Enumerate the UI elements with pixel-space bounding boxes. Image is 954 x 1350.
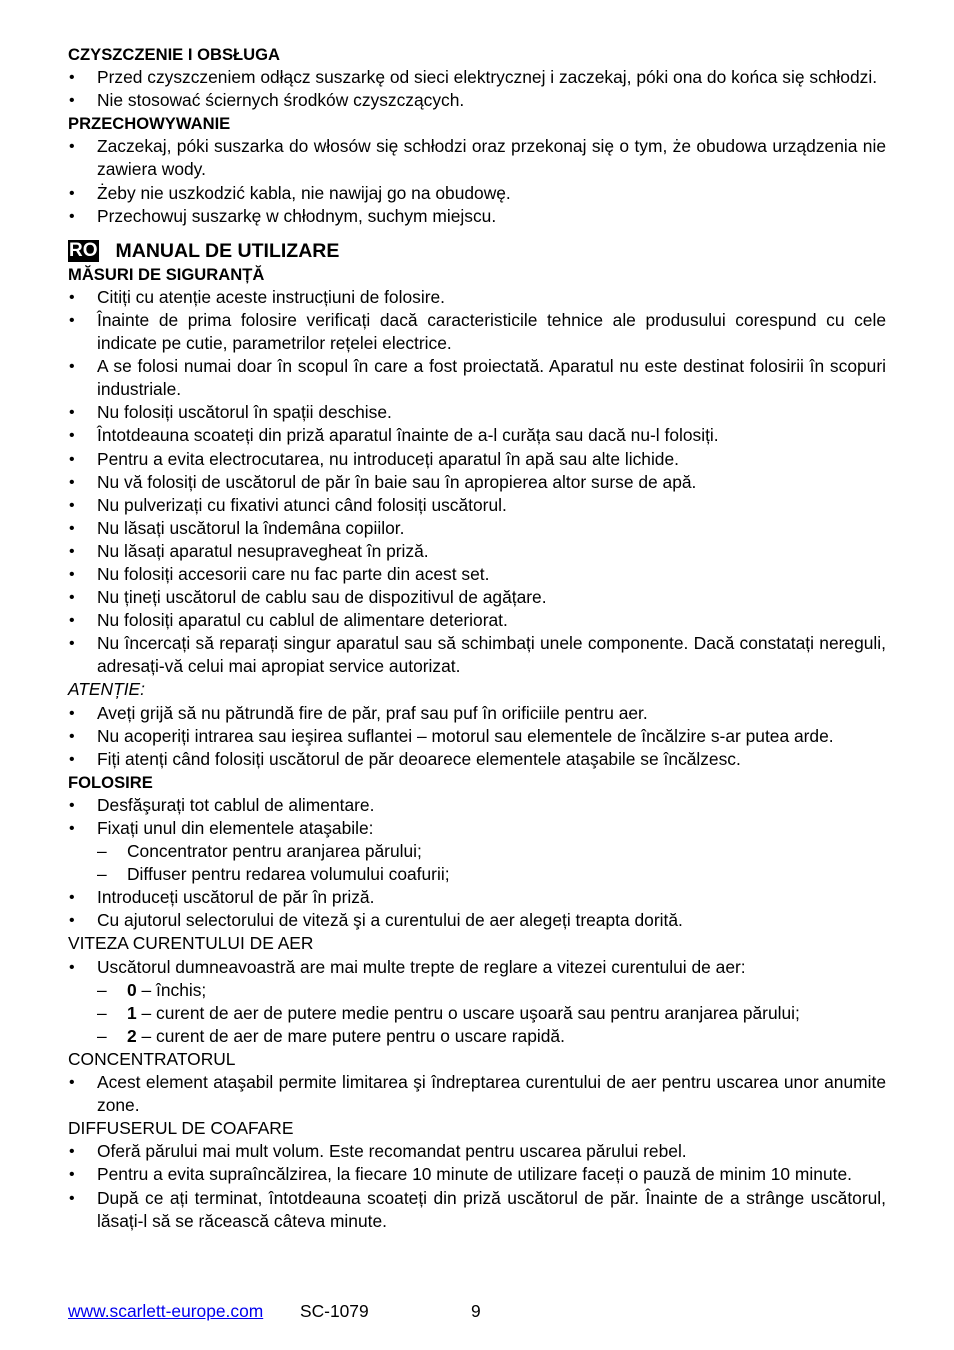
list-item: • Uscătorul dumneavoastră are mai multe trepte de reglare a vitezei curentului de aer: — [68, 956, 886, 979]
list-item: • Przed czyszczeniem odłącz suszarkę od sieci elektrycznej i zaczekaj, póki ona do końca się schłodzi. — [68, 66, 886, 89]
dash-marker: – — [97, 1002, 107, 1023]
model-number: SC-1079 — [300, 1301, 369, 1321]
dash-marker: – — [97, 1025, 107, 1046]
page-footer — [68, 1300, 886, 1322]
manual-page — [68, 43, 886, 1233]
list-item: • Înainte de prima folosire verificați dacă caracteristicile tehnice ale produsului corespund cu cele indicate pe cutie, parametrilor rețelei electrice. — [68, 309, 886, 355]
section-heading-usage: FOLOSIRE — [68, 772, 153, 792]
language-badge: RO — [69, 240, 98, 262]
list-item: • Żeby nie uszkodzić kabla, nie nawijaj go na obudowę. — [68, 182, 886, 205]
list-item: • Pentru a evita electrocutarea, nu introduceți aparatul în apă sau alte lichide. — [68, 448, 886, 471]
list-item: • Oferă părului mai mult volum. Este recomandat pentru uscarea părului rebel. — [68, 1140, 886, 1163]
list-item: • Citiți cu atenție aceste instrucțiuni de folosire. — [68, 286, 886, 309]
speed-description: – curent de aer de putere medie pentru o uscare uşoară sau pentru aranjarea părului; — [136, 1002, 800, 1023]
list-item: • Pentru a evita supraîncălzirea, la fiecare 10 minute de utilizare faceți o pauză de minim 10 minute. — [68, 1163, 886, 1186]
attention-list — [68, 702, 886, 771]
list-item: • Nu lăsați uscătorul la îndemâna copiilor. — [68, 517, 886, 540]
list-item: • Fixați unul din elementele ataşabile: — [68, 817, 886, 840]
list-item: • Nu acoperiți intrarea sau ieşirea suflantei – motorul sau elementele de încălzire s-ar putea arde. — [68, 725, 886, 748]
list-item: • Nu vă folosiți de uscătorul de păr în baie sau în apropierea altor surse de apă. — [68, 471, 886, 494]
dash-item-text: Diffuser pentru redarea volumului coafurii; — [127, 864, 450, 885]
speed-intro-list — [68, 956, 886, 979]
list-item: • Nu folosiți accesorii care nu fac parte din acest set. — [68, 563, 886, 586]
list-item: • Nu pulverizați cu fixativi atunci când folosiți uscătorul. — [68, 494, 886, 517]
dash-item — [68, 863, 886, 886]
usage-list — [68, 794, 886, 840]
list-item: • Cu ajutorul selectorului de viteză şi a curentului de aer alegeți treapta dorită. — [68, 909, 886, 932]
section-heading-cleaning: CZYSZCZENIE I OBSŁUGA — [68, 45, 281, 64]
attention-label: ATENȚIE: — [68, 679, 145, 700]
dash-item-text: Concentrator pentru aranjarea părului; — [127, 841, 422, 862]
page-number: 9 — [471, 1301, 481, 1321]
speed-number: 2 — [127, 1025, 137, 1046]
list-item: • După ce ați terminat, întotdeauna scoateți din priză uscătorul de păr. Înainte de a strânge uscătorul, lăsați-l să se răcească câteva minute. — [68, 1187, 886, 1233]
language-title-row — [68, 240, 886, 263]
list-item: • Întotdeauna scoateți din priză aparatul înainte de a-l curăța sau dacă nu-l folosiți. — [68, 424, 886, 447]
speed-options-list — [68, 979, 886, 1048]
list-item: • Nu lăsați aparatul nesupravegheat în priză. — [68, 540, 886, 563]
speed-option — [68, 1025, 886, 1048]
list-item: • Nu folosiți uscătorul în spații deschise. — [68, 401, 886, 424]
speed-number: 1 — [127, 1002, 137, 1023]
safety-list — [68, 286, 886, 679]
section-heading-diffuser: DIFFUSERUL DE COAFARE — [68, 1118, 294, 1139]
dash-item — [68, 840, 886, 863]
speed-number: 0 — [127, 979, 137, 1000]
list-item: • Nu țineți uscătorul de cablu sau de dispozitivul de agățare. — [68, 586, 886, 609]
section-heading-safety: MĂSURI DE SIGURANȚĂ — [68, 264, 265, 284]
speed-option — [68, 979, 886, 1002]
page-title: MANUAL DE UTILIZARE — [115, 239, 340, 262]
section-heading-concentrator: CONCENTRATORUL — [68, 1048, 236, 1069]
list-item: • Zaczekaj, póki suszarka do włosów się schłodzi oraz przekonaj się o tym, że obudowa urządzenia nie zawiera wody. — [68, 135, 886, 181]
list-item: • A se folosi numai doar în scopul în care a fost proiectată. Aparatul nu este destinat folosirii în scopuri industriale. — [68, 355, 886, 401]
list-item: • Acest element ataşabil permite limitarea şi îndreptarea curentului de aer pentru uscarea unor anumite zone. — [68, 1071, 886, 1117]
attachments-list — [68, 840, 886, 886]
list-item: • Aveți grijă să nu pătrundă fire de păr, praf sau puf în orificiile pentru aer. — [68, 702, 886, 725]
website-link[interactable]: www.scarlett-europe.com — [68, 1301, 264, 1321]
cleaning-list — [68, 66, 886, 112]
usage-list-continued — [68, 886, 886, 932]
list-item: • Introduceți uscătorul de păr în priză. — [68, 886, 886, 909]
concentrator-list — [68, 1071, 886, 1117]
list-item: • Nu încercați să reparați singur aparatul sau să schimbați unele componente. Dacă constatați nereguli, adresați-vă celui mai apropiat service autorizat. — [68, 632, 886, 678]
list-item: • Fiți atenți când folosiți uscătorul de păr deoarece elementele ataşabile se încălzesc. — [68, 748, 886, 771]
diffuser-list — [68, 1140, 886, 1232]
speed-option — [68, 1002, 886, 1025]
list-item: • Przechowuj suszarkę w chłodnym, suchym miejscu. — [68, 205, 886, 228]
dash-marker: – — [97, 841, 107, 862]
list-item: • Desfăşurați tot cablul de alimentare. — [68, 794, 886, 817]
section-heading-storage: PRZECHOWYWANIE — [68, 114, 231, 134]
section-heading-speed: VITEZA CURENTULUI DE AER — [68, 933, 314, 954]
dash-marker: – — [97, 979, 107, 1000]
storage-list — [68, 135, 886, 227]
list-item: • Nie stosować ściernych środków czyszczących. — [68, 89, 886, 112]
speed-description: – închis; — [136, 979, 207, 1000]
dash-marker: – — [97, 864, 107, 885]
speed-description: – curent de aer de mare putere pentru o uscare rapidă. — [136, 1025, 565, 1046]
list-item: • Nu folosiți aparatul cu cablul de alimentare deteriorat. — [68, 609, 886, 632]
